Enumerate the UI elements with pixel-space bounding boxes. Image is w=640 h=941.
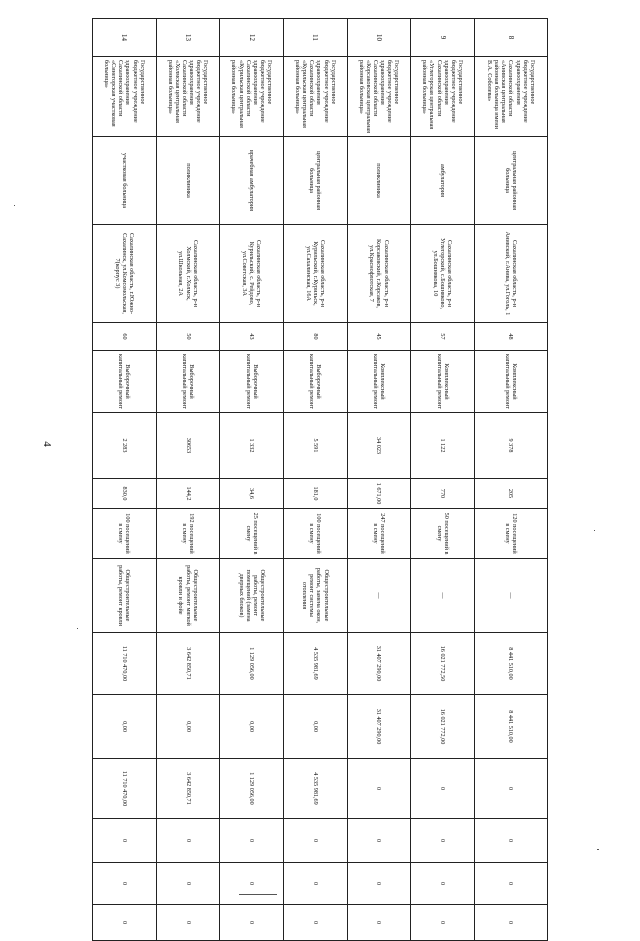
cell-funding-2024: 0: [283, 905, 347, 941]
cell-funding-2023: 0: [156, 863, 220, 905]
cell-work-description: Общестроительные работы, ремонт мягкой кровли и фойе: [156, 559, 220, 633]
cell-funding-2021: 1 129 056,00: [220, 759, 284, 819]
cell-capacity: 144,2: [156, 479, 220, 509]
cell-row-number: 10: [347, 19, 411, 57]
cell-row-number: 11: [283, 19, 347, 57]
rotated-table-container: [92, 18, 548, 925]
cell-funding-2023: 0: [411, 863, 475, 905]
cell-capacity: 1 671,00: [347, 479, 411, 509]
cell-building-age: 50: [156, 323, 220, 351]
cell-funding-2022: 0: [283, 819, 347, 863]
cell-address: Сахалинская область, р-н Корсаковский, г.Корсаков, ул.Краснофлотская, 7: [347, 225, 411, 323]
cell-funding-2023: 0: [93, 863, 157, 905]
cell-facility-type: центральная районная больница: [474, 137, 547, 225]
scan-speck: [77, 628, 78, 629]
cell-total-cost: 31 407 290,00: [347, 633, 411, 695]
cell-facility-type: врачебная амбулатория: [220, 137, 284, 225]
cell-capacity: 205: [474, 479, 547, 509]
cell-address: Сахалинская область, р-н Углегорский, с.Бошняково, ул.Бошнякова, 10: [411, 225, 475, 323]
cell-facility-type: поликлиника: [347, 137, 411, 225]
cell-facility-type: участковая больница: [93, 137, 157, 225]
cell-facility-type: амбулатория: [411, 137, 475, 225]
cell-funding-2023: 0: [220, 863, 284, 905]
cell-funding-2024: 0: [347, 905, 411, 941]
cell-work-type: Комплексный капитальный ремонт: [411, 351, 475, 413]
cell-funding-2022: 0: [347, 819, 411, 863]
scan-line: [239, 894, 277, 895]
cell-work-type: Выборочный капитальный ремонт: [156, 351, 220, 413]
cell-row-number: 13: [156, 19, 220, 57]
cell-funding-2020: 8 441 510,00: [474, 695, 547, 759]
cell-address: Сахалинская область, р-н Холмский, г.Холмск, ул.Школьная, 2А: [156, 225, 220, 323]
cell-funding-2021: 4 535 981,69: [283, 759, 347, 819]
cell-row-number: 14: [93, 19, 157, 57]
cell-funding-2022: 0: [156, 819, 220, 863]
cell-visits-per-shift: 50 посещений в смену: [411, 509, 475, 559]
cell-visits-per-shift: 192 посещений в смену: [156, 509, 220, 559]
cell-area: 30653: [156, 413, 220, 479]
scan-speck: [597, 849, 599, 850]
cell-funding-2024: 0: [411, 905, 475, 941]
cell-visits-per-shift: 247 посещений в смену: [347, 509, 411, 559]
cell-row-number: 8: [474, 19, 547, 57]
cell-facility-type: центральная районная больница: [283, 137, 347, 225]
cell-visits-per-shift: 120 посещений в смену: [474, 509, 547, 559]
cell-work-description: Общестроительные работы, ремонт помещений (замена дверных блоков): [220, 559, 284, 633]
table-row: [156, 19, 220, 941]
cell-capacity: 34,6: [220, 479, 284, 509]
cell-funding-2022: 0: [474, 819, 547, 863]
cell-visits-per-shift: 100 посещений в смену: [283, 509, 347, 559]
cell-work-type: Выборочный капитальный ремонт: [220, 351, 284, 413]
cell-work-type: Комплексный капитальный ремонт: [474, 351, 547, 413]
cell-total-cost: 3 642 850,71: [156, 633, 220, 695]
cell-row-number: 12: [220, 19, 284, 57]
cell-funding-2020: 16 021 772,00: [411, 695, 475, 759]
cell-institution-name: Государственное бюджетное учреждение здравоохранения Сахалинской области «Углегорская центральная районная больница»: [411, 57, 475, 137]
cell-work-description: Общестроительные работы, замена окон, ремонт системы отопления: [283, 559, 347, 633]
cell-area: 2 283: [93, 413, 157, 479]
cell-work-description: —: [411, 559, 475, 633]
scan-speck: [14, 205, 15, 206]
cell-row-number: 9: [411, 19, 475, 57]
cell-work-description: Общестроительные работы, ремонт кровли: [93, 559, 157, 633]
cell-funding-2020: 0,00: [93, 695, 157, 759]
cell-funding-2020: 0,00: [156, 695, 220, 759]
cell-capacity: 830,0: [93, 479, 157, 509]
cell-building-age: 43: [220, 323, 284, 351]
rotated-table-frame: [92, 18, 548, 925]
cell-visits-per-shift: 25 посещений в смену: [220, 509, 284, 559]
cell-capacity: 181,0: [283, 479, 347, 509]
cell-total-cost: 11 710 470,00: [93, 633, 157, 695]
cell-funding-2022: 0: [220, 819, 284, 863]
cell-funding-2024: 0: [93, 905, 157, 941]
cell-area: 1 122: [411, 413, 475, 479]
cell-institution-name: Государственное бюджетное учреждение здравоохранения Сахалинской области «Корсаковская центральная районная больница»: [347, 57, 411, 137]
cell-total-cost: 1 129 056,00: [220, 633, 284, 695]
cell-funding-2021: 0: [411, 759, 475, 819]
cell-work-type: Выборочный капитальный ремонт: [93, 351, 157, 413]
cell-funding-2022: 0: [411, 819, 475, 863]
cell-funding-2024: 0: [474, 905, 547, 941]
cell-funding-2021: 0: [347, 759, 411, 819]
cell-work-type: Выборочный капитальный ремонт: [283, 351, 347, 413]
cell-funding-2020: 0,00: [220, 695, 284, 759]
repair-plan-table: [92, 18, 548, 941]
cell-work-type: Комплексный капитальный ремонт: [347, 351, 411, 413]
cell-institution-name: Государственное бюджетное учреждение здравоохранения Сахалинской области «Синегорская участковая больница»: [93, 57, 157, 137]
cell-funding-2023: 0: [347, 863, 411, 905]
cell-address: Сахалинская область, г.Южно-Сахалинск, ул.Комсомольская, 7(корпус 3): [93, 225, 157, 323]
cell-funding-2021: 0: [474, 759, 547, 819]
cell-visits-per-shift: 100 посещений в смену: [93, 509, 157, 559]
cell-work-description: —: [474, 559, 547, 633]
cell-area: 9 378: [474, 413, 547, 479]
cell-area: 5 591: [283, 413, 347, 479]
cell-funding-2024: 0: [156, 905, 220, 941]
cell-total-cost: 4 535 981,69: [283, 633, 347, 695]
cell-funding-2024: 0: [220, 905, 284, 941]
cell-area: 1 332: [220, 413, 284, 479]
table-row: [283, 19, 347, 941]
cell-area: 34 023: [347, 413, 411, 479]
cell-work-description: —: [347, 559, 411, 633]
cell-institution-name: Государственное бюджетное учреждение здравоохранения Сахалинской области «Курильская центральная районная больница»: [220, 57, 284, 137]
cell-institution-name: Государственное бюджетное учреждение здравоохранения Сахалинской области «Холмская центральная районная больница»: [156, 57, 220, 137]
table-row: [474, 19, 547, 941]
cell-address: Сахалинская область, р-н Курильский, г.Курильск, ул.Сахалинская, 16А: [283, 225, 347, 323]
cell-funding-2021: 3 642 850,71: [156, 759, 220, 819]
cell-institution-name: Государственное бюджетное учреждение здравоохранения Сахалинской области «Анивская центральная районная больница имени В.А. Соболева»: [474, 57, 547, 137]
cell-total-cost: 16 021 772,50: [411, 633, 475, 695]
cell-total-cost: 8 441 510,00: [474, 633, 547, 695]
table-row: [411, 19, 475, 941]
table-row: [220, 19, 284, 941]
table-row: [93, 19, 157, 941]
cell-building-age: 48: [474, 323, 547, 351]
cell-funding-2020: 0,00: [283, 695, 347, 759]
cell-funding-2022: 0: [93, 819, 157, 863]
cell-address: Сахалинская область, р-н Анивский, г.Анива, ул.Гоголь, 1: [474, 225, 547, 323]
cell-building-age: 57: [411, 323, 475, 351]
cell-facility-type: поликлиника: [156, 137, 220, 225]
cell-funding-2021: 11 710 470,00: [93, 759, 157, 819]
page-number: 4: [40, 441, 53, 447]
cell-address: Сахалинская область, р-н Курильский, с. Рейдово, ул.Советская, 3А: [220, 225, 284, 323]
cell-building-age: 60: [93, 323, 157, 351]
cell-funding-2023: 0: [474, 863, 547, 905]
cell-building-age: 80: [283, 323, 347, 351]
cell-capacity: 770: [411, 479, 475, 509]
scan-speck: [594, 530, 595, 531]
cell-funding-2020: 31 407 290,00: [347, 695, 411, 759]
cell-funding-2023: 0: [283, 863, 347, 905]
table-row: [347, 19, 411, 941]
cell-institution-name: Государственное бюджетное учреждение здравоохранения Сахалинской области «Курильская центральная районная больница»: [283, 57, 347, 137]
cell-building-age: 45: [347, 323, 411, 351]
